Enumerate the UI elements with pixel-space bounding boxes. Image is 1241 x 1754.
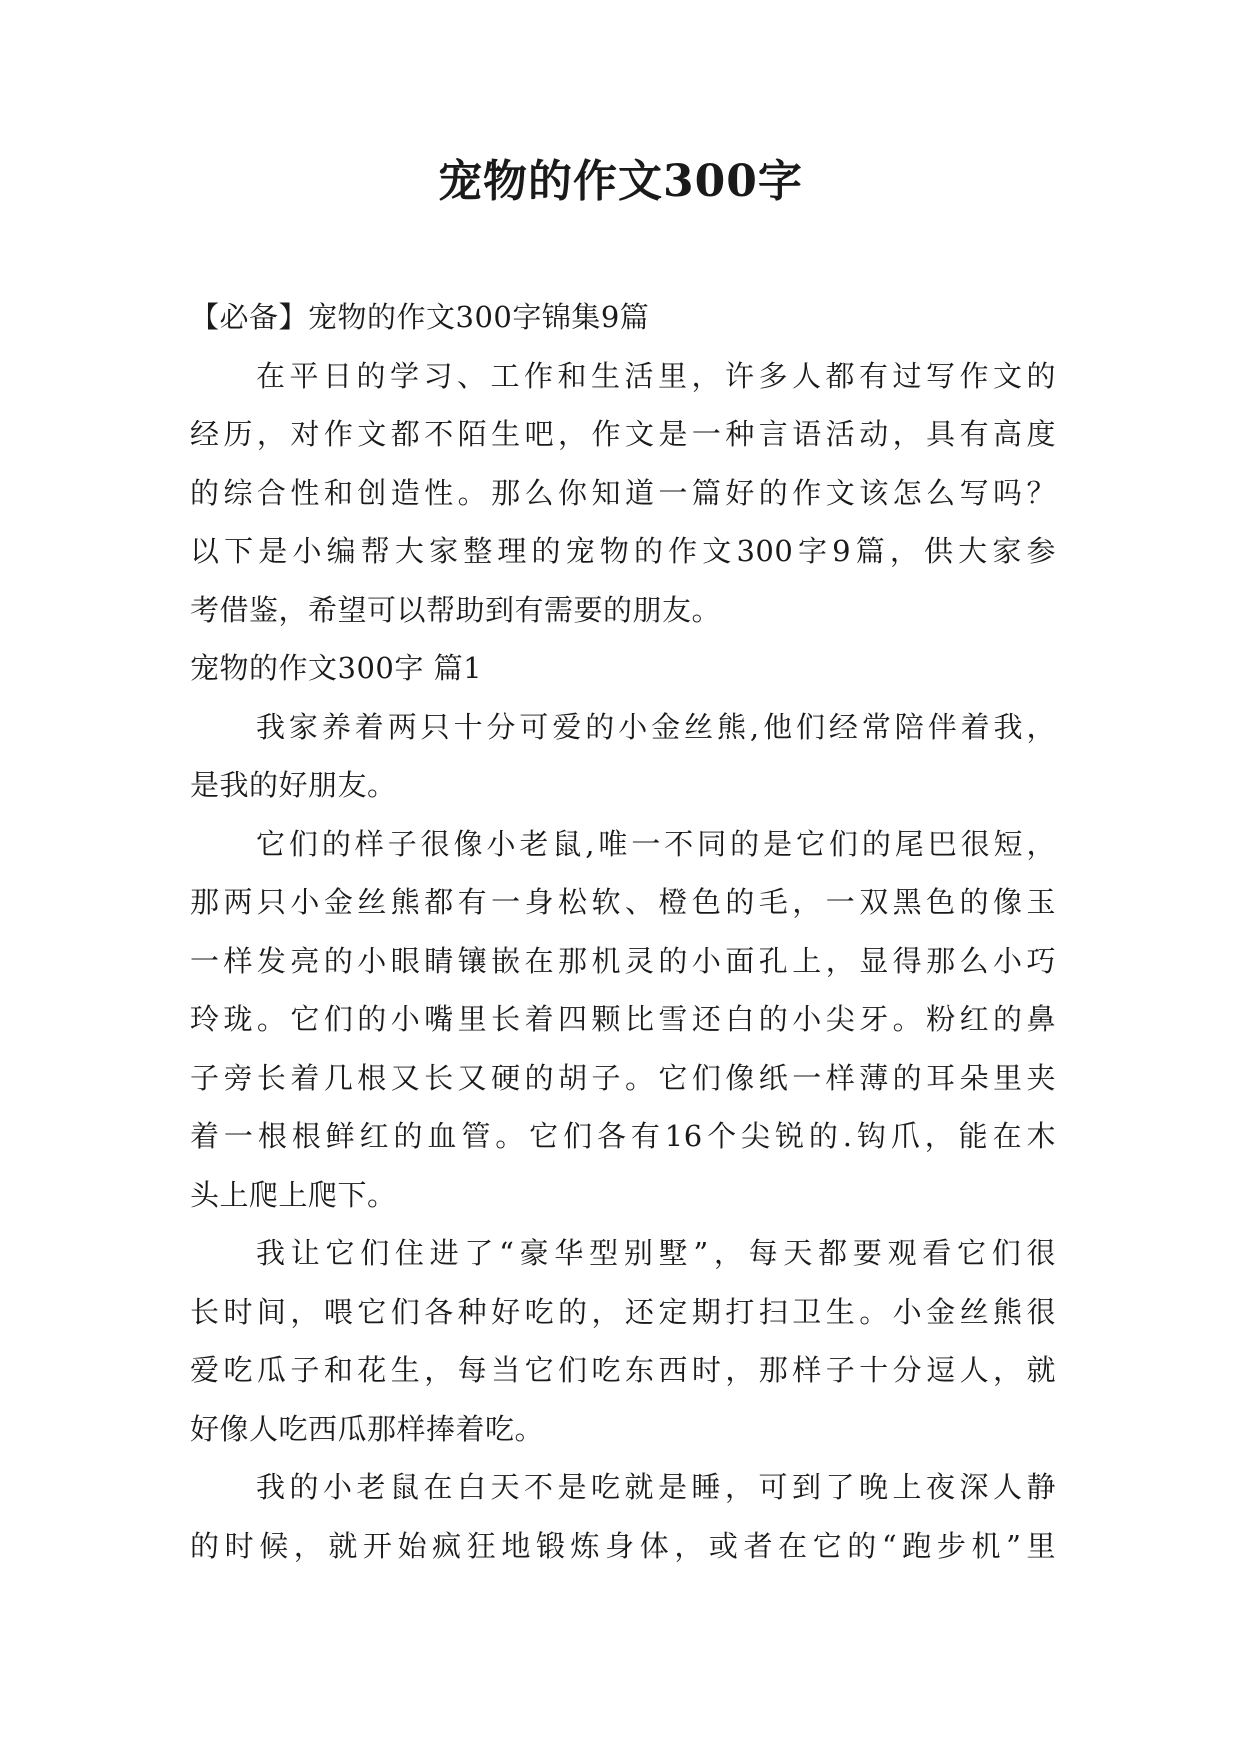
text-line: 我让它们住进了“豪华型别墅”，每天都要观看它们很 — [256, 1236, 1056, 1270]
text-line: 【必备】宠物的作文300字锦集9篇 — [190, 300, 650, 334]
text-line: 爱吃瓜子和花生，每当它们吃东西时，那样子十分逗人，就 — [190, 1353, 1056, 1387]
text-line: 着一根根鲜红的血管。它们各有16个尖锐的.钩爪，能在木 — [190, 1119, 1056, 1153]
text-line: 头上爬上爬下。 — [190, 1177, 397, 1212]
text-line: 的综合性和创造性。那么你知道一篇好的作文该怎么写吗？ — [190, 475, 1056, 510]
document-body — [190, 288, 1056, 1575]
text-line: 它们的样子很像小老鼠,唯一不同的是它们的尾巴很短， — [256, 826, 1056, 861]
text-line: 玲珑。它们的小嘴里长着四颗比雪还白的小尖牙。粉红的鼻 — [190, 1002, 1056, 1036]
text-line: 是我的好朋友。 — [190, 768, 397, 802]
document-title: 宠物的作文300字 — [438, 156, 803, 207]
text-line: 以下是小编帮大家整理的宠物的作文300字9篇，供大家参 — [190, 534, 1056, 568]
text-line: 一样发亮的小眼睛镶嵌在那机灵的小面孔上，显得那么小巧 — [190, 943, 1056, 978]
text-line: 子旁长着几根又长又硬的胡子。它们像纸一样薄的耳朵里夹 — [190, 1060, 1056, 1095]
text-line: 我的小老鼠在白天不是吃就是睡，可到了晚上夜深人静 — [256, 1470, 1056, 1504]
text-line: 经历，对作文都不陌生吧，作文是一种言语活动，具有高度 — [190, 417, 1056, 451]
text-line: 那两只小金丝熊都有一身松软、橙色的毛，一双黑色的像玉 — [190, 885, 1056, 919]
text-line: 的时候，就开始疯狂地锻炼身体，或者在它的“跑步机”里 — [190, 1528, 1056, 1563]
text-line: 好像人吃西瓜那样捧着吃。 — [190, 1411, 545, 1446]
text-line: 在平日的学习、工作和生活里，许多人都有过写作文的 — [256, 358, 1056, 393]
text-line: 我家养着两只十分可爱的小金丝熊,他们经常陪伴着我， — [256, 709, 1056, 744]
text-line: 长时间，喂它们各种好吃的，还定期打扫卫生。小金丝熊很 — [190, 1294, 1056, 1329]
text-line: 考借鉴，希望可以帮助到有需要的朋友。 — [190, 592, 722, 627]
text-line: 宠物的作文300字 篇1 — [190, 651, 483, 685]
